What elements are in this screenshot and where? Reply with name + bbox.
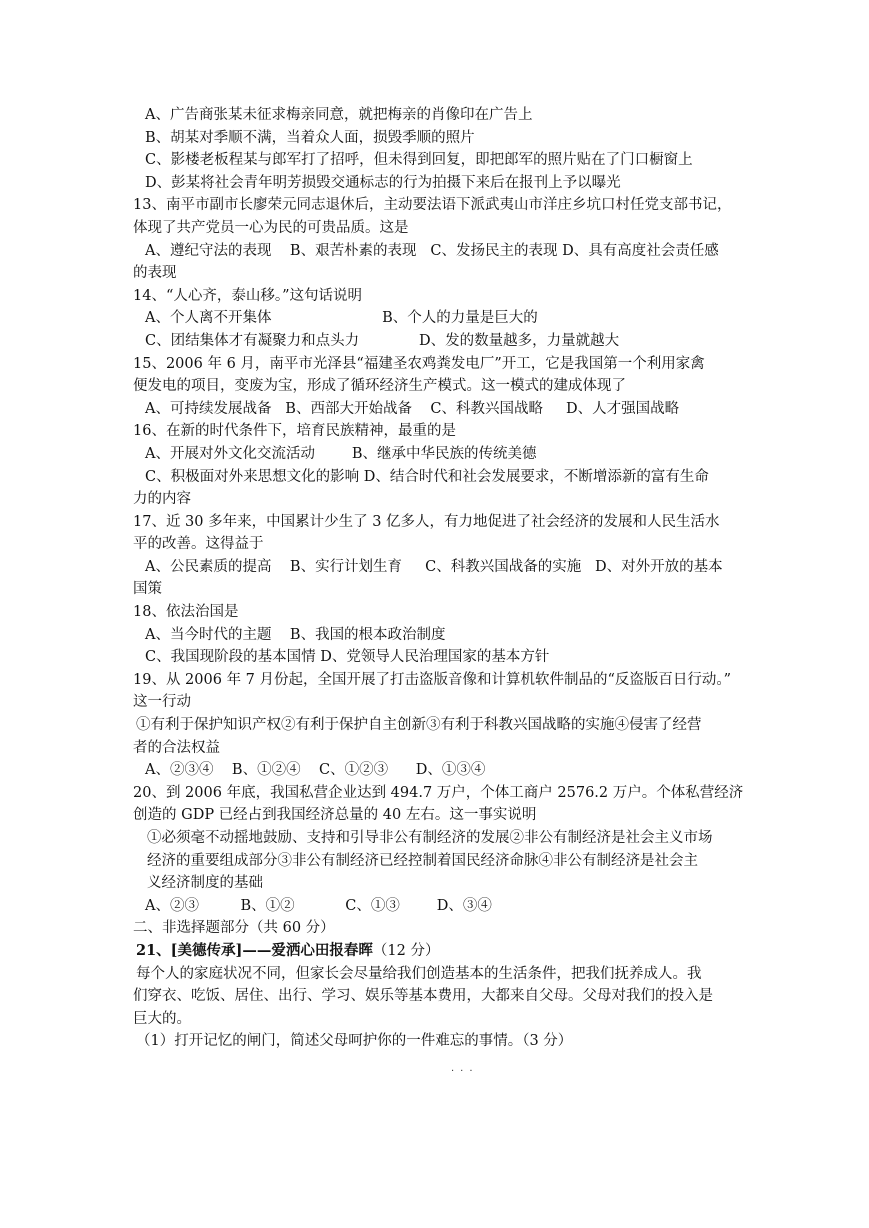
q13-stem-line2: 体现了共产党员一心为民的可贵品质。这是 (133, 219, 409, 236)
q16-options-cd: C、积极面对外来思想文化的影响 D、结合时代和社会发展要求，不断增添新的富有生命 (145, 468, 709, 485)
q15-stem-line1: 15、2006 年 6 月，南平市光泽县“福建圣农鸡粪发电厂”开工，它是我国第一个利用家禽 (133, 355, 705, 372)
stray-marks: ··· (451, 1066, 479, 1077)
q21-heading (133, 940, 743, 963)
document-body (133, 104, 743, 1053)
q19-options: A、②③④ B、①②④ C、①②③ D、①③④ (145, 762, 486, 779)
q21-subquestion-1: （1）打开记忆的闸门，简述父母呵护你的一件难忘的事情。（3 分） (136, 1033, 573, 1050)
q17-stem-line1: 17、近 30 多年来，中国累计少生了 3 亿多人，有力地促进了社会经济的发展和人民生活水 (133, 513, 720, 530)
q20-statements-line1: ①必须毫不动摇地鼓励、支持和引导非公有制经济的发展②非公有制经济是社会主义市场 (147, 830, 713, 846)
q15-stem-line2: 便发电的项目，变废为宝，形成了循环经济生产模式。这一模式的建成体现了 (133, 378, 626, 395)
q14-options-cd: C、团结集体才有凝聚力和点头力 D、发的数量越多，力量就越大 (145, 332, 620, 349)
q14-stem: 14、“人心齐，泰山移。”这句话说明 (133, 287, 363, 304)
q13-stem-line1: 13、南平市副市长廖荣元同志退休后，主动要法语下派武夷山市洋庄乡坑口村任党支部书记， (133, 197, 732, 214)
q16-options-cd-cont: 力的内容 (133, 491, 191, 508)
q13-options-line2: 的表现 (133, 265, 177, 282)
q17-stem-line2: 平的改善。这得益于 (133, 536, 264, 553)
q17-options-cont: 国策 (133, 581, 162, 598)
q18-options-cd: C、我国现阶段的基本国情 D、党领导人民治理国家的基本方针 (145, 649, 550, 666)
q20-options: A、②③ B、①② C、①③ D、③④ (145, 897, 492, 914)
q17-options: A、公民素质的提高 B、实行计划生育 C、科教兴国战备的实施 D、对外开放的基本 (145, 558, 723, 575)
q19-statements-cont: 者的合法权益 (133, 739, 220, 756)
q12-option-d: D、彭某将社会青年明芳损毁交通标志的行为拍摄下来后在报刊上予以曝光 (145, 174, 621, 191)
q18-options-ab: A、当今时代的主题 B、我国的根本政治制度 (145, 626, 446, 643)
q14-options-ab: A、个人离不开集体 B、个人的力量是巨大的 (145, 310, 538, 327)
q12-option-b: B、胡某对季顺不满，当着众人面，损毁季顺的照片 (145, 129, 475, 146)
q16-stem: 16、在新的时代条件下，培育民族精神，最重的是 (133, 423, 456, 440)
q18-stem: 18、依法治国是 (133, 604, 239, 621)
q12-option-a: A、广告商张某未征求梅亲同意，就把梅亲的肖像印在广告上 (145, 107, 533, 123)
q21-title: 21、[美德传承]——爱洒心田报春晖 (136, 941, 373, 959)
q21-intro-line1: 每个人的家庭状况不同，但家长会尽量给我们创造基本的生活条件，把我们抚养成人。我 (136, 965, 702, 982)
q13-options-line1: A、遵纪守法的表现 B、艰苦朴素的表现 C、发扬民主的表现 D、具有高度社会责任感 (145, 242, 719, 259)
q19-stem-line2: 这一行动 (133, 694, 191, 711)
q15-options: A、可持续发展战备 B、西部大开始战备 C、科教兴国战略 D、人才强国战略 (145, 400, 680, 417)
q19-statements: ①有利于保护知识产权②有利于保护自主创新③有利于科教兴国战略的实施④侵害了经营 (136, 717, 702, 734)
q20-stem-line2: 创造的 GDP 已经占到我国经济总量的 40 左右。这一事实说明 (133, 807, 537, 824)
q16-options-ab: A、开展对外文化交流活动 B、继承中华民族的传统美德 (145, 445, 537, 462)
q20-stem-line1: 20、到 2006 年底，我国私营企业达到 494.7 万户，个体工商户 2576.2 万户。个体私营经济 (133, 784, 744, 801)
q19-stem-line1: 19、从 2006 年 7 月份起，全国开展了打击盗版音像和计算机软件制品的“反盗版百日行动。” (133, 671, 732, 688)
section-two-heading: 二、非选择题部分（共 60 分） (133, 920, 335, 937)
q20-statements-line2: 经济的重要组成部分③非公有制经济已经控制着国民经济命脉④非公有制经济是社会主 (147, 852, 698, 869)
q21-points: （12 分） (372, 942, 440, 959)
q20-statements-line3: 义经济制度的基础 (147, 875, 263, 892)
q12-option-c: C、影楼老板程某与郎军打了招呼，但未得到回复，即把郎军的照片贴在了门口橱窗上 (145, 152, 693, 169)
q21-intro-line2: 们穿衣、吃饭、居住、出行、学习、娱乐等基本费用，大都来自父母。父母对我们的投入是 (133, 988, 713, 1005)
q21-intro-line3: 巨大的。 (133, 1010, 191, 1027)
